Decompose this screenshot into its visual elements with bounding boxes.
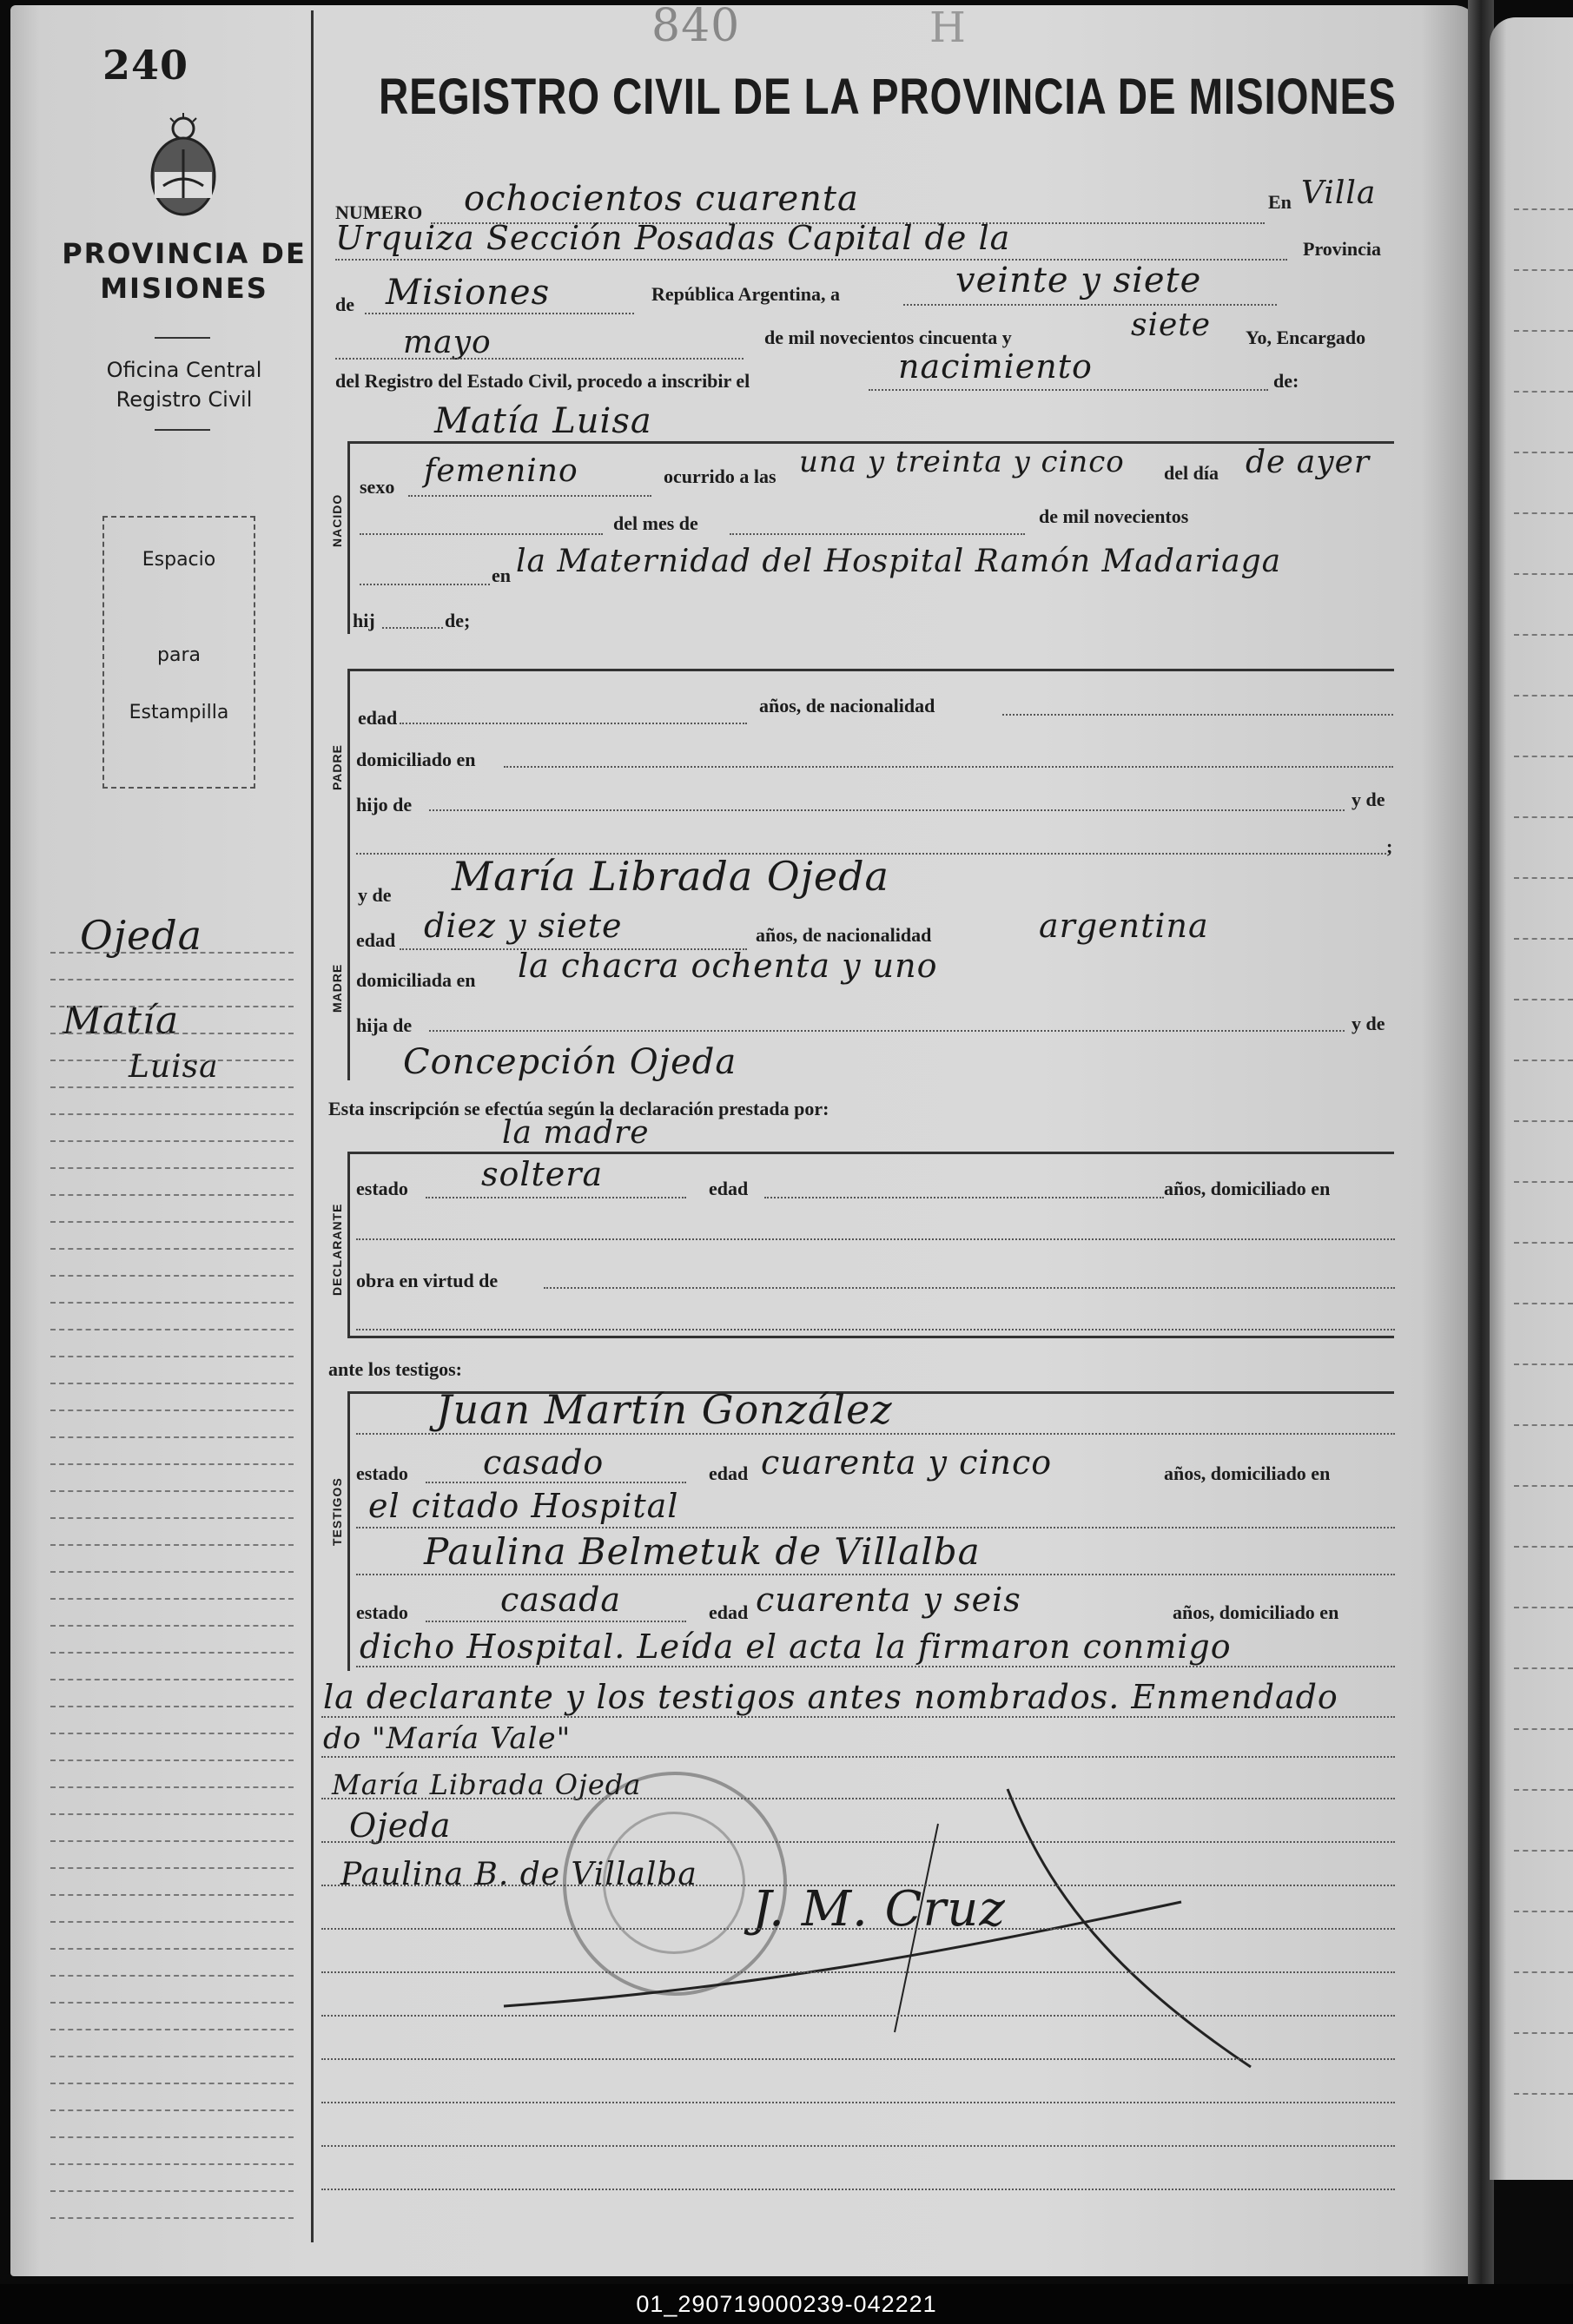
en-label: En	[1268, 191, 1292, 213]
body-ruled-line	[321, 1885, 1395, 1886]
birth-place: la Maternidad del Hospital Ramón Madariaga	[516, 544, 1282, 579]
margin-line	[50, 1894, 294, 1896]
margin-line	[50, 1706, 294, 1707]
t1-edad: cuarenta y cinco	[761, 1443, 1053, 1482]
de3-label: de;	[445, 610, 471, 631]
margin-line	[50, 1140, 294, 1142]
margin-line	[50, 1652, 294, 1654]
signature-witness2: Paulina B. de Villalba	[340, 1857, 697, 1892]
margin-line	[50, 1679, 294, 1680]
madre-dom-label: domiciliada en	[356, 969, 476, 991]
stamp-space-label-1: Espacio	[142, 549, 216, 571]
body-ruled-line	[321, 1971, 1395, 1973]
inscripcion-label: Esta inscripción se efectúa según la declaración prestada por:	[328, 1098, 829, 1119]
stamp-space-label-2: para	[157, 644, 201, 666]
document-id: 01_290719000239-042221	[0, 2284, 1573, 2324]
margin-line	[50, 1948, 294, 1950]
en2-label: en	[492, 564, 511, 586]
grandmother-name: Concepción Ojeda	[403, 1042, 737, 1082]
pencil-number: 840	[651, 0, 741, 52]
margin-line	[50, 1813, 294, 1815]
madre-y-de3-label: y de	[1352, 1013, 1385, 1034]
margin-line	[50, 1490, 294, 1492]
body-ruled-line	[321, 2058, 1395, 2060]
t1-dom: el citado Hospital	[368, 1487, 679, 1525]
margin-line	[50, 2029, 294, 2030]
padre-edad-label: edad	[358, 707, 398, 729]
body-ruled-line	[321, 2145, 1395, 2147]
madre-nac: argentina	[1039, 907, 1209, 945]
decl-estado-label: estado	[356, 1178, 408, 1199]
margin-line	[50, 1060, 294, 1061]
sexo-value: femenino	[424, 453, 578, 489]
margin-line	[50, 1975, 294, 1977]
de2-label: de:	[1273, 370, 1299, 392]
madre-anios-label: años, de nacionalidad	[756, 924, 932, 946]
margin-line	[50, 1086, 294, 1088]
t2-edad-label: edad	[709, 1601, 749, 1623]
signature-mother: María Librada Ojeda	[332, 1768, 642, 1801]
pencil-letter: H	[929, 3, 967, 52]
testigos-section-label: TESTIGOS	[330, 1477, 344, 1546]
t2-estado: casada	[500, 1581, 622, 1619]
margin-line	[50, 1167, 294, 1169]
t1-estado: casado	[483, 1443, 605, 1482]
day2-value: de ayer	[1246, 445, 1371, 480]
margin-line	[50, 1760, 294, 1761]
margin-line	[50, 1302, 294, 1304]
signature-witness1: Ojeda	[349, 1806, 452, 1845]
del-dia-label: del día	[1164, 462, 1219, 484]
padre-hijo-label: hijo de	[356, 794, 413, 815]
margin-line	[50, 1033, 294, 1034]
margin-line	[50, 1921, 294, 1923]
body-ruled-line	[321, 1841, 1395, 1843]
margin-line	[50, 1517, 294, 1519]
madre-y-de-label: y de	[358, 884, 392, 906]
margin-line	[50, 1840, 294, 1842]
province-name: PROVINCIA DE MISIONES	[62, 237, 307, 305]
numero-value: ochocientos cuarenta	[464, 179, 859, 219]
decl-estado: soltera	[481, 1155, 604, 1193]
en-value: Villa	[1301, 175, 1377, 211]
office-line2: Registro Civil	[116, 387, 253, 412]
margin-note-name1: Matía	[63, 999, 180, 1043]
month-value: mayo	[403, 325, 492, 360]
margin-line	[50, 2002, 294, 2004]
body-ruled-line	[321, 2102, 1395, 2103]
margin-line	[50, 1113, 294, 1115]
margin-line	[50, 952, 294, 954]
del-mes-label: del mes de	[613, 512, 698, 534]
t2-dom: dicho Hospital. Leída el acta la firmaron conmigo	[360, 1627, 1232, 1666]
body-ruled-line	[321, 2015, 1395, 2017]
hij-label: hij	[353, 610, 375, 631]
margin-line	[50, 1194, 294, 1196]
stamp-space-label-3: Estampilla	[129, 702, 229, 723]
year-value: siete	[1131, 307, 1212, 343]
padre-anios-label: años, de nacionalidad	[759, 695, 935, 716]
closing-line2: do "María Vale"	[323, 1721, 572, 1756]
facing-page-edge	[1490, 17, 1573, 2180]
margin-line	[50, 1275, 294, 1277]
margin-line	[50, 2136, 294, 2138]
numero-label: NUMERO	[335, 201, 423, 223]
padre-semicolon: ;	[1386, 835, 1393, 857]
t1-estado-label: estado	[356, 1462, 408, 1484]
registro-label: del Registro del Estado Civil, procedo a inscribir el	[335, 370, 750, 392]
office-line1: Oficina Central	[106, 358, 262, 382]
year-label: de mil novecientos cincuenta y	[764, 327, 1012, 348]
margin-note-name2: Luisa	[129, 1049, 219, 1085]
body-ruled-line	[321, 2189, 1395, 2190]
t2-edad: cuarenta y seis	[756, 1581, 1021, 1619]
margin-line	[50, 1463, 294, 1465]
coat-of-arms-icon	[144, 111, 222, 224]
sexo-label: sexo	[360, 476, 395, 498]
margin-line	[50, 1571, 294, 1573]
margin-line	[50, 1598, 294, 1600]
de-label: de	[335, 294, 354, 315]
margin-line	[50, 1383, 294, 1384]
madre-hija-label: hija de	[356, 1014, 413, 1036]
madre-edad: diez y siete	[424, 907, 623, 945]
margin-line	[50, 1006, 294, 1007]
margin-line	[50, 1544, 294, 1546]
nacido-label: NACIDO	[330, 493, 344, 547]
margin-line	[50, 2217, 294, 2219]
closing-line1: la declarante y los testigos antes nombrados. Enmendado	[323, 1678, 1338, 1716]
margin-line	[50, 1356, 294, 1357]
madre-dom: la chacra ochenta y uno	[518, 947, 938, 985]
hour-value: una y treinta y cinco	[799, 445, 1125, 479]
madre-label: MADRE	[330, 963, 344, 1013]
ocurrido-label: ocurrido a las	[664, 465, 777, 487]
child-name: Matía Luisa	[434, 401, 652, 441]
margin-line	[50, 1248, 294, 1250]
margin-line	[50, 1625, 294, 1627]
t2-estado-label: estado	[356, 1601, 408, 1623]
t2-anios-label: años, domiciliado en	[1173, 1601, 1339, 1623]
margin-note-surname: Ojeda	[80, 912, 203, 959]
republica-label: República Argentina, a	[651, 283, 840, 305]
body-ruled-line	[321, 1798, 1395, 1799]
margin-line	[50, 2056, 294, 2057]
t1-edad-label: edad	[709, 1462, 749, 1484]
margin-line	[50, 1867, 294, 1869]
declarante-label: DECLARANTE	[330, 1203, 344, 1296]
provincia-label: Provincia	[1303, 238, 1382, 260]
page-number: 240	[102, 42, 189, 89]
body-ruled-line	[321, 1928, 1395, 1930]
padre-dom-label: domiciliado en	[356, 749, 476, 770]
t1-anios-label: años, domiciliado en	[1164, 1462, 1331, 1484]
decl-edad-label: edad	[709, 1178, 749, 1199]
margin-line	[50, 1733, 294, 1734]
margin-line	[50, 1221, 294, 1223]
declarante-value: la madre	[502, 1115, 650, 1151]
testigo1-name: Juan Martín González	[436, 1386, 893, 1433]
day-value: veinte y siete	[955, 261, 1202, 300]
madre-name: María Librada Ojeda	[452, 853, 889, 900]
act-type: nacimiento	[898, 347, 1093, 386]
place-value: Urquiza Sección Posadas Capital de la	[335, 219, 1011, 257]
margin-line	[50, 1786, 294, 1788]
testigo2-name: Paulina Belmetuk de Villalba	[424, 1530, 981, 1573]
margin-line	[50, 2083, 294, 2084]
margin-line	[50, 2190, 294, 2192]
province-value: Misiones	[386, 273, 551, 313]
margin-line	[50, 2109, 294, 2111]
yo-label: Yo, Encargado	[1246, 327, 1366, 348]
margin-line	[50, 2163, 294, 2165]
margin-line	[50, 979, 294, 980]
obra-label: obra en virtud de	[356, 1270, 499, 1291]
padre-label: PADRE	[330, 744, 344, 790]
testigos-label: ante los testigos:	[328, 1358, 462, 1380]
page-title: REGISTRO CIVIL DE LA PROVINCIA DE MISIONES	[379, 69, 1397, 125]
margin-line	[50, 1410, 294, 1411]
margin-rule	[311, 10, 314, 2242]
margin-line	[50, 1329, 294, 1330]
decl-anios-label: años, domiciliado en	[1164, 1178, 1331, 1199]
madre-edad-label: edad	[356, 929, 396, 951]
margin-line	[50, 1436, 294, 1438]
de-mil-label: de mil novecientos	[1039, 505, 1189, 527]
signature-officer: J. M. Cruz	[752, 1881, 1006, 1938]
padre-y-de-label: y de	[1352, 789, 1385, 810]
